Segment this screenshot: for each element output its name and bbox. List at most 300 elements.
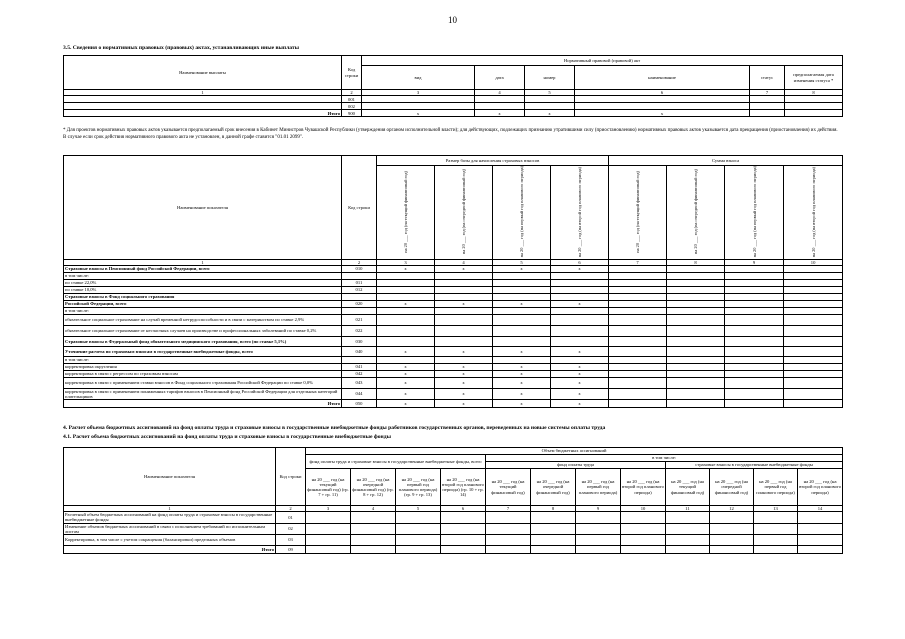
table-row-name: по ставке 10,0% [64,286,342,293]
table-cell[interactable] [435,314,493,325]
table-row-name: Страховые взносы в Фонд социального страхования [64,293,342,300]
table-cell[interactable] [725,346,784,356]
x-mark: x [551,388,609,399]
table-cell[interactable] [725,325,784,336]
sub-header: статус [750,66,785,90]
table-cell[interactable] [609,272,667,279]
table-cell[interactable] [609,370,667,377]
table-cell[interactable] [784,272,843,279]
table-cell[interactable] [609,293,667,300]
x-mark: x [551,400,609,408]
col-number: 9 [576,506,621,512]
table-cell[interactable] [784,356,843,363]
table-cell[interactable] [621,512,666,523]
vertical-header: на 20 ___ год (на первый год планового периода) [751,166,757,258]
col-header: на 20 ___ год (на очередной финансовый год) (гр. 8 + гр. 12) [351,469,396,506]
table-cell[interactable] [377,279,435,286]
vertical-header: на 20 ___ год (на очередной финансовый год) [693,169,699,255]
table-row-name: корректировка в связи с применением пониженных тарифов взносов в Пенсионный фонд Российской Федерации для отдельных категорий плательщиков [64,388,342,399]
table-cell[interactable] [531,535,576,546]
table-cell[interactable] [493,279,551,286]
x-mark: x [435,377,493,388]
table-row-code: 02 [276,523,306,534]
col-header: на 20 ___ год (на второй год планового периода) [798,469,843,506]
col-number: 9 [725,259,784,265]
table-cell[interactable] [306,512,351,523]
col-number: 11 [666,506,710,512]
table-row-code [342,356,377,363]
table-row-code: 01 [276,512,306,523]
table-cell[interactable] [725,370,784,377]
table-cell[interactable] [784,286,843,293]
table-row-code: 044 [342,388,377,399]
table-cell[interactable] [609,314,667,325]
group-header-fot: фонд оплаты труда [486,462,666,469]
table-row [64,325,843,336]
x-mark: x [551,363,609,370]
col-number: 1 [64,90,342,96]
col-number: 1 [64,259,342,265]
total-label: Итого [64,546,276,554]
table-cell[interactable] [725,300,784,307]
table-cell[interactable] [486,512,531,523]
table-cell[interactable] [551,286,609,293]
table-cell[interactable] [667,293,725,300]
table-insurance-contributions [63,155,843,408]
table-row-code: 012 [342,286,377,293]
table-cell[interactable] [784,300,843,307]
section-4-heading: 4. Расчет объема бюджетных ассигнований на фонд оплаты труда и страховые взносы в государственные внебюджетные фонды работников государственных органов, переведенных на новые системы оплаты труда [63,425,606,431]
table-cell[interactable] [351,535,396,546]
table-row-code: 041 [342,363,377,370]
table-cell[interactable] [576,535,621,546]
table-row-name: в том числе: [64,356,342,363]
table-cell[interactable] [377,272,435,279]
col-number: 14 [798,506,843,512]
col-number: 5 [525,90,575,96]
col-number: 8 [667,259,725,265]
table-cell[interactable] [435,356,493,363]
table-row-code: 001 [342,96,362,103]
table-cell[interactable] [493,356,551,363]
col-header: на 20 ___ год (на первый год планового периода) [754,469,798,506]
col-number: 7 [486,506,531,512]
table-cell[interactable] [609,336,667,346]
table-row-name: обязательное социальное страхование от несчастных случаев на производстве и профессиональных заболеваний по ставке 0,2% [64,325,342,336]
table-cell[interactable] [666,535,710,546]
table-cell[interactable] [551,307,609,314]
table-row-code: 03 [276,535,306,546]
x-mark: x [377,370,435,377]
table-cell[interactable] [725,314,784,325]
col-number: 8 [531,506,576,512]
table-cell[interactable] [667,388,725,399]
table-cell[interactable] [666,523,710,534]
table-row-name: Корректировка, в том числе с учетом сокращения (балансировки) предельных объемов [64,535,276,546]
table-cell[interactable] [725,307,784,314]
table-row [64,265,843,272]
table-cell[interactable] [667,363,725,370]
total-code: 900 [342,110,362,117]
total-label: Итого [64,110,342,117]
table-cell[interactable] [754,523,798,534]
table-row-code [342,272,377,279]
sub-header: номер [525,66,575,90]
table-row-code [342,307,377,314]
table-cell[interactable] [551,336,609,346]
table-cell[interactable] [551,314,609,325]
table-cell[interactable] [710,535,754,546]
col-name-header: Наименование выплаты [64,56,342,90]
table-row [64,300,843,307]
table-cell[interactable] [609,388,667,399]
x-mark: x [435,300,493,307]
col-number: 10 [784,259,843,265]
table-cell[interactable] [377,307,435,314]
group-header-sum: Сумма взноса [609,156,843,166]
col-number: 2 [276,506,306,512]
table-row [64,307,843,314]
col-number: 4 [435,259,493,265]
col-name-header: Наименование показателя [64,448,276,506]
table-cell[interactable] [377,356,435,363]
table-cell[interactable] [609,325,667,336]
table-cell[interactable] [725,377,784,388]
x-mark: x [377,388,435,399]
table-cell[interactable] [351,512,396,523]
table-cell[interactable] [435,286,493,293]
table-cell[interactable] [710,512,754,523]
x-mark: x [435,370,493,377]
table-cell[interactable] [609,356,667,363]
x-mark: x [377,363,435,370]
col-number: 7 [750,90,785,96]
table-cell[interactable] [784,388,843,399]
table-cell[interactable] [667,279,725,286]
table-cell[interactable] [667,346,725,356]
col-number: 6 [575,90,750,96]
table-cell[interactable] [725,286,784,293]
table-cell[interactable] [493,307,551,314]
x-mark: x [377,346,435,356]
x-mark: x [493,370,551,377]
table-cell[interactable] [725,363,784,370]
col-header: на 20 ___ год (на текущий финансовый год) (гр. 7 + гр. 11) [306,469,351,506]
col-code-header: Код строки [276,448,306,506]
table-row-name: обязательное социальное страхование на случай временной нетрудоспособности и в связи с материнством по ставке 2,9% [64,314,342,325]
table-cell[interactable] [377,286,435,293]
table-row-name: Российской Федерации, всего [64,300,342,307]
table-cell[interactable] [551,325,609,336]
col-number: 13 [754,506,798,512]
table-row-code: 042 [342,370,377,377]
table-cell[interactable] [609,307,667,314]
table-row-name: Уточнение расчета по страховым взносам в государственные внебюджетные фонды, всего [64,346,342,356]
table-cell[interactable] [784,346,843,356]
table-row-code [342,293,377,300]
col-header: на 20 ___ год (на второй год планового периода) [621,469,666,506]
x-mark: x [435,265,493,272]
table-row [64,535,843,546]
col-number: 4 [351,506,396,512]
col-number: 6 [441,506,486,512]
table-row-name: Расчетный объем бюджетных ассигнований на фонд оплаты труда и страховые взносы в государственные внебюджетные фонды [64,512,276,523]
vertical-header: на 20 ___ год (на второй год планового периода) [577,166,583,257]
table-cell[interactable] [609,279,667,286]
table-row-code: 021 [342,314,377,325]
x-mark: x [493,346,551,356]
table-row-name: корректировка округления [64,363,342,370]
table-cell[interactable] [784,370,843,377]
x-mark: x [435,346,493,356]
col-header: на 20 ___ год (на первый год планового периода) (гр. 9 + гр. 13) [396,469,441,506]
table-row-code: 040 [342,346,377,356]
table-cell[interactable] [725,272,784,279]
col-number: 10 [621,506,666,512]
table-row-name: корректировка в связи с регрессом по страховым взносам [64,370,342,377]
section-3-5-heading: 3.5. Сведения о нормативных правовых (правовых) актах, устанавливающих иные выплаты [63,45,300,51]
x-mark: x [551,370,609,377]
table-cell[interactable] [609,286,667,293]
col-header: на 20 ___ год (на второй год планового периода) (гр. 10 + гр. 14) [441,469,486,506]
col-number: 8 [785,90,843,96]
table-cell[interactable] [725,265,784,272]
table-cell[interactable] [667,356,725,363]
table-cell[interactable] [754,512,798,523]
table-cell[interactable] [396,523,441,534]
table-cell[interactable] [784,363,843,370]
x-mark: x [435,400,493,408]
table-row-name[interactable] [64,96,342,103]
table-row-code: 020 [342,300,377,307]
table-cell[interactable] [435,307,493,314]
x-mark: x [377,400,435,408]
table-row-name: в том числе: [64,307,342,314]
table-cell[interactable] [667,286,725,293]
table-cell[interactable] [377,325,435,336]
table-cell[interactable] [486,535,531,546]
col-number: 4 [475,90,525,96]
table-cell[interactable] [784,325,843,336]
table-cell[interactable] [667,272,725,279]
table-cell[interactable] [798,512,843,523]
table-cell[interactable] [666,512,710,523]
col-code-header: Код строки [342,56,362,90]
col-number: 3 [306,506,351,512]
table-cell[interactable] [725,388,784,399]
x-mark: x [493,265,551,272]
table-row [64,363,843,370]
x-mark: x [493,363,551,370]
group-header-fund: фонд оплаты труда и страховые взносы в государственные внебюджетные фонды, всего [306,455,486,469]
table-cell[interactable] [576,523,621,534]
table-row [64,336,843,346]
col-code-header: Код строки [342,156,377,260]
table-cell[interactable] [784,265,843,272]
x-mark: x [377,377,435,388]
table-cell[interactable] [798,523,843,534]
table-cell[interactable] [377,314,435,325]
table-row-name: Изменение объемов бюджетных ассигнований в связи с исполнением требований по исполнительным листам [64,523,276,534]
table-cell[interactable] [784,307,843,314]
table-cell[interactable] [609,363,667,370]
table-row-name: корректировка в связи с применением ставки взносов в Фонд социального страхования Российской Федерации по ставке 0,0% [64,377,342,388]
x-mark: x [551,300,609,307]
table-cell[interactable] [435,336,493,346]
col-number: 2 [342,90,362,96]
table-cell[interactable] [377,336,435,346]
table-cell[interactable] [493,325,551,336]
table-cell[interactable] [396,535,441,546]
col-number: 7 [609,259,667,265]
table-cell[interactable] [725,336,784,346]
table-cell[interactable] [306,523,351,534]
table-cell[interactable] [551,356,609,363]
x-mark: x [435,388,493,399]
col-act-header: Нормативный правовой (правовой) акт [362,56,843,66]
table-cell[interactable] [798,535,843,546]
table-cell[interactable] [435,325,493,336]
table-cell[interactable] [609,300,667,307]
x-mark: x [493,300,551,307]
table-cell[interactable] [784,314,843,325]
table-cell[interactable] [784,336,843,346]
table-cell[interactable] [493,293,551,300]
col-header: на 20 ___ год (на текущий финансовый год) [486,469,531,506]
table-cell[interactable] [725,356,784,363]
table-row [64,523,843,534]
table-row [64,314,843,325]
group-header-base: Размер базы для начисления страховых взносов [377,156,609,166]
table-row [64,279,843,286]
table-cell[interactable] [667,370,725,377]
table-cell[interactable] [710,523,754,534]
table-cell[interactable] [493,336,551,346]
table-cell[interactable] [486,523,531,534]
table-cell[interactable] [377,293,435,300]
table-cell[interactable] [609,377,667,388]
col-number: 3 [377,259,435,265]
footnote: * Для проектов нормативных правовых актов указывается предполагаемый срок внесения в Кабинет Министров Чувашской Республики (утверждения органом исполнительной власти); для действующих, подлежащих признанию утратившими силу (приостановлению) нормативных правовых актов указывается дата прекращения (приостановления) их действия. В случае если срок действия нормативного правового акта не установлен, в данной графе ставится "01.01 2099". [63,128,838,140]
table-cell[interactable] [609,346,667,356]
table-cell[interactable] [576,512,621,523]
table-cell[interactable] [351,523,396,534]
col-header: на 20 ___ год (на первый год планового периода) [576,469,621,506]
table-cell[interactable] [621,535,666,546]
table-cell[interactable] [754,535,798,546]
table-cell[interactable] [396,512,441,523]
table-row [64,346,843,356]
table-normative-acts [63,55,843,117]
table-cell[interactable] [435,293,493,300]
col-header: на 20 ___ год (на текущий финансовый год) [666,469,710,506]
table-cell[interactable] [435,279,493,286]
table-cell[interactable] [667,336,725,346]
table-cell[interactable] [667,265,725,272]
table-cell[interactable] [531,523,576,534]
col-number: 3 [362,90,475,96]
table-cell[interactable] [609,265,667,272]
table-cell[interactable] [784,377,843,388]
x-mark: x [435,363,493,370]
sub-header: дата [475,66,525,90]
x-mark: x [493,377,551,388]
table-row [64,286,843,293]
col-number: 12 [710,506,754,512]
x-mark: x [525,110,575,117]
vertical-header: на 20 ___ год (на текущий финансовый год) [635,170,641,253]
table-cell[interactable] [667,300,725,307]
table-row [64,370,843,377]
table-row-name: Страховые взносы в Пенсионный фонд Российской Федерации, всего [64,265,342,272]
table-row-name: Страховые взносы в Федеральный фонд обязательного медицинского страхования, всего (по ставке 5,1%) [64,336,342,346]
x-mark: x [551,346,609,356]
table-row [64,272,843,279]
table-cell[interactable] [493,286,551,293]
vertical-header: на 20 ___ год (на первый год планового периода) [519,166,524,258]
x-mark: x [493,388,551,399]
group-header-top: Объем бюджетных ассигнований [306,448,843,455]
table-cell[interactable] [493,272,551,279]
table-cell[interactable] [667,377,725,388]
vertical-header: на 20 ___ год (на второй год планового периода) [810,166,816,257]
table-cell[interactable] [441,523,486,534]
x-mark: x [551,265,609,272]
vertical-header: на 20 ___ год (на очередной финансовый год) [461,169,466,255]
x-mark: x [377,265,435,272]
table-cell[interactable] [551,279,609,286]
table-cell[interactable] [667,314,725,325]
table-cell[interactable] [784,293,843,300]
table-row-name[interactable] [64,103,342,110]
table-cell[interactable] [621,523,666,534]
table-row-code: 002 [342,103,362,110]
table-cell[interactable] [441,512,486,523]
table-cell[interactable] [725,279,784,286]
table-cell[interactable] [493,314,551,325]
x-mark: x [362,110,475,117]
x-mark: x [475,110,525,117]
sub-header: наименование [575,66,750,90]
table-cell[interactable] [725,293,784,300]
table-cell[interactable] [667,307,725,314]
x-mark: x [377,300,435,307]
col-header: на 20 ___ год (на очередной финансовый год) [710,469,754,506]
table-row-name: по ставке 22,0% [64,279,342,286]
table-cell[interactable] [531,512,576,523]
col-number: 5 [396,506,441,512]
table-row-name: в том числе: [64,272,342,279]
table-cell[interactable] [435,272,493,279]
sub-header: вид [362,66,475,90]
col-name-header: Наименование показателя [64,156,342,260]
table-cell[interactable] [551,272,609,279]
table-row-code: 030 [342,336,377,346]
vertical-header: на 20 ___ год (на текущий финансовый год) [403,170,408,253]
total-label: Итого [64,400,342,408]
table-cell[interactable] [551,293,609,300]
table-row-code: 022 [342,325,377,336]
table-cell[interactable] [667,325,725,336]
col-number: 5 [493,259,551,265]
section-4-1-heading: 4.1. Расчет объема бюджетных ассигнований на фонд оплаты труда и страховые взносы в государственные внебюджетные фонды [63,434,391,440]
table-cell[interactable] [784,279,843,286]
table-cell[interactable] [306,535,351,546]
group-header-incl: в том числе: [486,455,843,462]
x-mark: x [493,400,551,408]
table-row-code: 043 [342,377,377,388]
table-cell[interactable] [441,535,486,546]
